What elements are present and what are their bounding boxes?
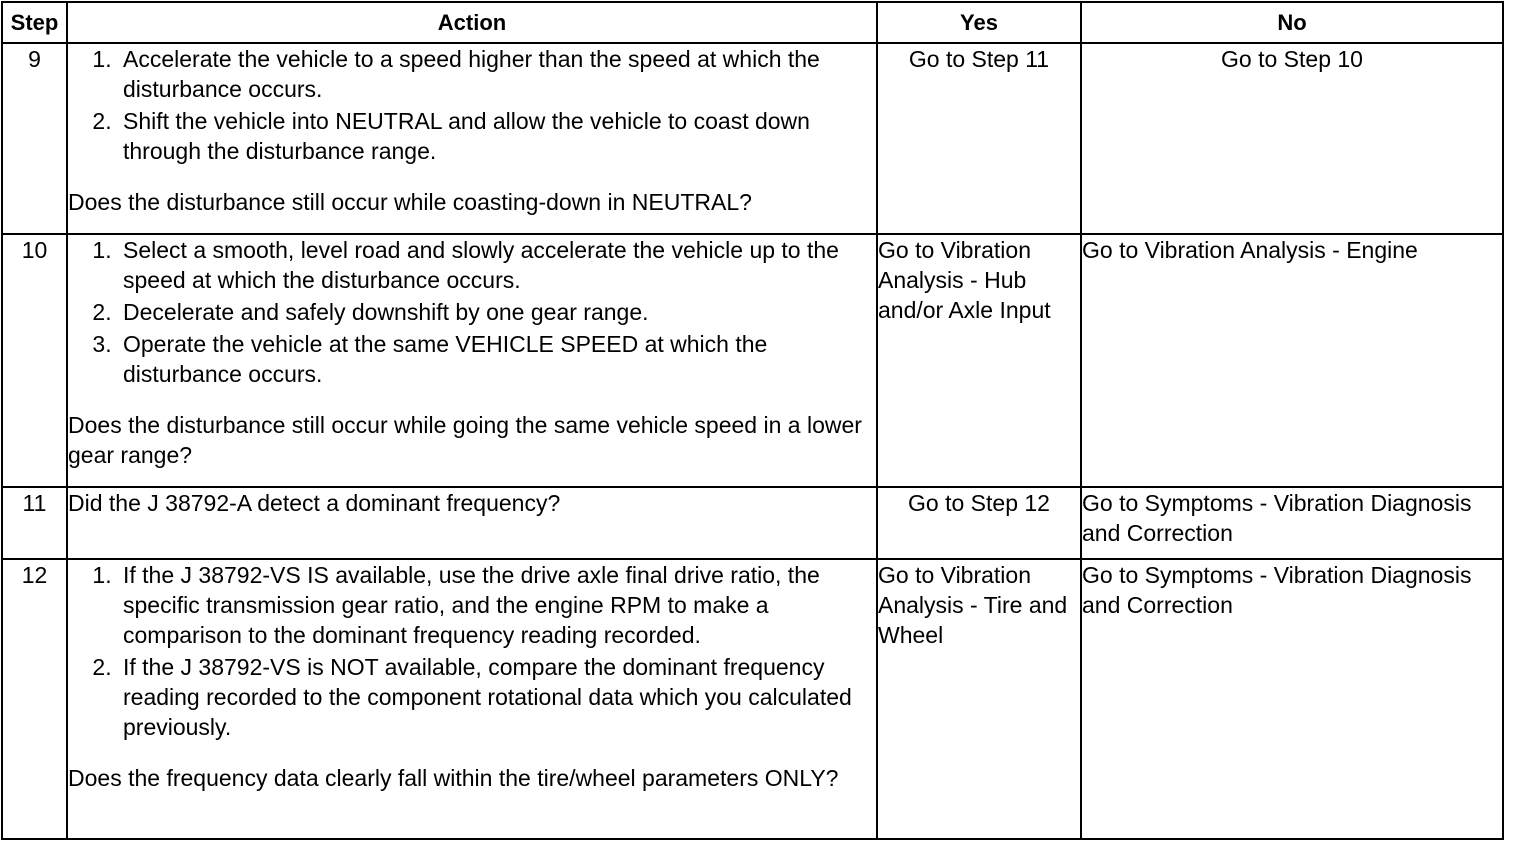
- no-cell: Go to Symptoms - Vibration Diagnosis and Correction: [1081, 559, 1503, 839]
- action-steps-list: [68, 44, 876, 166]
- step-number: 11: [2, 487, 67, 559]
- table-row-step-12: [2, 559, 1503, 839]
- action-steps-list: [68, 235, 876, 389]
- no-cell: Go to Symptoms - Vibration Diagnosis and Correction: [1081, 487, 1503, 559]
- action-step-item: 2. Decelerate and safely downshift by one gear range.: [118, 297, 876, 327]
- action-cell: [67, 487, 877, 559]
- question-text: Does the disturbance still occur while going the same vehicle speed in a lower gear range?: [68, 412, 862, 468]
- table-row-step-9: [2, 43, 1503, 234]
- action-step-item: 3. Operate the vehicle at the same VEHICLE SPEED at which the disturbance occurs.: [118, 329, 876, 389]
- action-steps-list: [68, 560, 876, 742]
- yes-cell: Go to Vibration Analysis - Hub and/or Axle Input: [877, 234, 1081, 487]
- table-row-step-11: [2, 487, 1503, 559]
- question-text: Does the disturbance still occur while coasting-down in NEUTRAL?: [68, 189, 752, 215]
- header-row: [2, 2, 1503, 43]
- yes-cell: Go to Step 12: [877, 487, 1081, 559]
- action-step-item: 1. If the J 38792-VS IS available, use the drive axle final drive ratio, the specific transmission gear ratio, and the engine RPM to make a comparison to the dominant frequency reading recorded.: [118, 560, 876, 650]
- action-cell: [67, 234, 877, 487]
- header-no: No: [1081, 2, 1503, 43]
- action-step-item: 2. If the J 38792-VS is NOT available, compare the dominant frequency reading recorded to the component rotational data which you calculated previously.: [118, 652, 876, 742]
- header-action: Action: [67, 2, 877, 43]
- step-number: 10: [2, 234, 67, 487]
- no-cell: Go to Vibration Analysis - Engine: [1081, 234, 1503, 487]
- step-number: 9: [2, 43, 67, 234]
- diagnostic-table: [1, 1, 1504, 840]
- action-step-item: 1. Accelerate the vehicle to a speed higher than the speed at which the disturbance occurs.: [118, 44, 876, 104]
- action-cell: [67, 43, 877, 234]
- action-step-item: 2. Shift the vehicle into NEUTRAL and allow the vehicle to coast down through the disturbance range.: [118, 106, 876, 166]
- yes-cell: Go to Vibration Analysis - Tire and Wheel: [877, 559, 1081, 839]
- question-text: Did the J 38792-A detect a dominant frequency?: [68, 490, 561, 516]
- no-cell: Go to Step 10: [1081, 43, 1503, 234]
- table-row-step-10: [2, 234, 1503, 487]
- step-number: 12: [2, 559, 67, 839]
- action-cell: [67, 559, 877, 839]
- header-step: Step: [2, 2, 67, 43]
- yes-cell: Go to Step 11: [877, 43, 1081, 234]
- action-step-item: 1. Select a smooth, level road and slowly accelerate the vehicle up to the speed at which the disturbance occurs.: [118, 235, 876, 295]
- header-yes: Yes: [877, 2, 1081, 43]
- question-text: Does the frequency data clearly fall within the tire/wheel parameters ONLY?: [68, 765, 839, 791]
